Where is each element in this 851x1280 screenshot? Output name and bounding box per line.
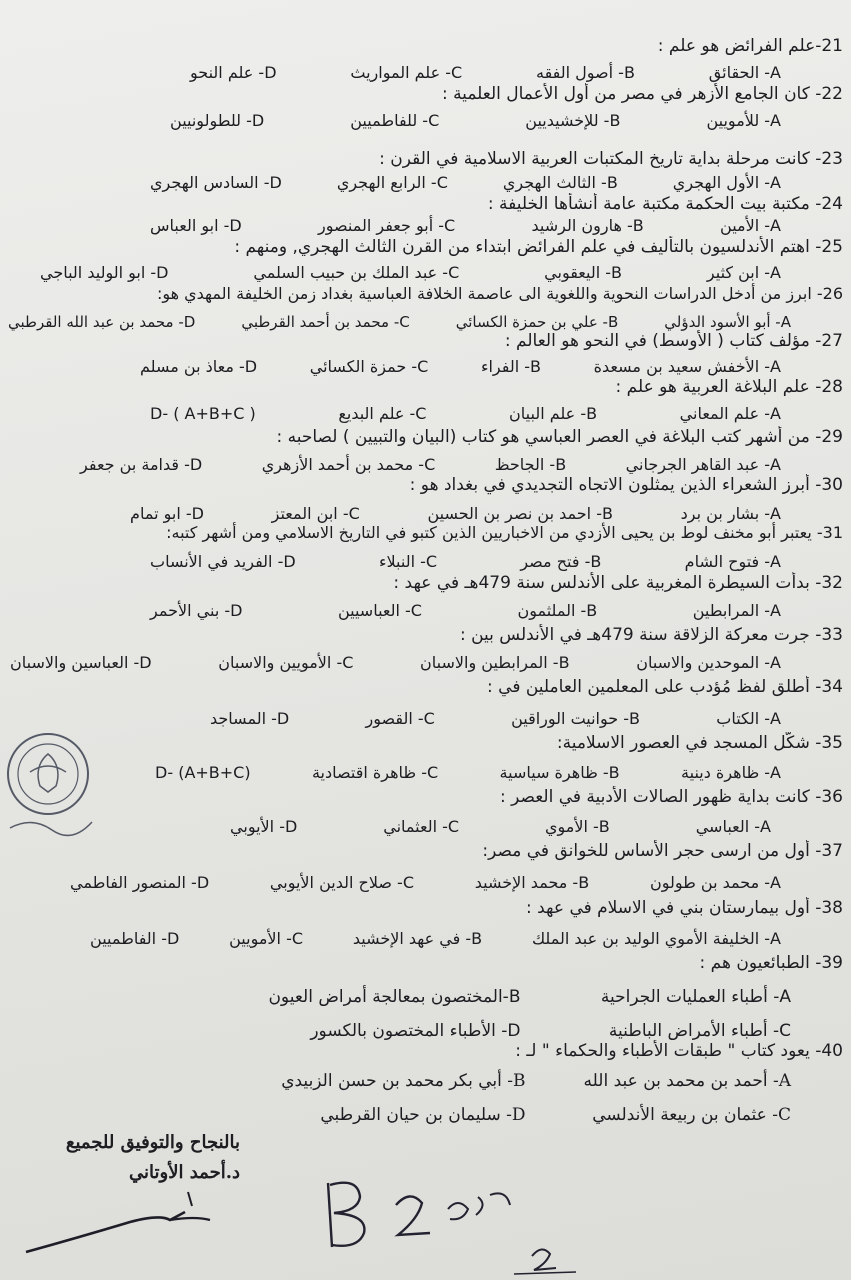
options-24	[150, 215, 781, 237]
closing-block	[40, 1128, 240, 1188]
options-36	[230, 816, 771, 838]
option-d: D- ابو الوليد الباجي	[40, 263, 169, 282]
options-34	[210, 708, 781, 730]
option-d: D- المساجد	[210, 709, 290, 728]
question-25: 25- اهتم الأندلسيون بالتأليف في علم الفرائض ابتداء من القرن الثالث الهجري, ومنهم :	[234, 237, 843, 257]
option-d: D- سليمان بن حيان القرطبي	[320, 1105, 526, 1125]
question-38: 38- أول بيمارستان بني في الاسلام في عهد :	[526, 898, 843, 918]
option-b: B- هارون الرشيد	[531, 216, 644, 235]
closing-wish: بالنجاح والتوفيق للجميع	[65, 1132, 240, 1153]
option-a: A- المرابطين	[692, 601, 781, 620]
option-c: C- العثماني	[383, 817, 460, 836]
option-c: C- ظاهرة اقتصادية	[311, 763, 439, 782]
options-33	[10, 652, 781, 674]
option-b: B- الملثمون	[517, 601, 598, 620]
option-b: B- الفراء	[480, 357, 541, 376]
option-b: B- الثالث الهجري	[502, 173, 618, 192]
option-b: B- أبي بكر محمد بن حسن الزبيدي	[281, 1071, 526, 1091]
handwritten-grade	[318, 1175, 518, 1255]
options-22	[170, 110, 781, 132]
option-d: D- معاذ بن مسلم	[140, 357, 258, 376]
options-31	[150, 551, 781, 573]
option-c: C- عبد الملك بن حبيب السلمي	[253, 263, 460, 282]
option-a: A- عبد القاهر الجرجاني	[625, 455, 781, 474]
option-c: C- الأمويين والاسبان	[218, 653, 354, 672]
option-d: D- (A+B+C)	[155, 763, 251, 782]
option-a: A- للأمويين	[706, 111, 781, 130]
option-a: A- علم المعاني	[679, 404, 781, 423]
option-b: B- فتح مصر	[520, 552, 602, 571]
options-29	[80, 454, 781, 476]
question-32: 32- بدأت السيطرة المغربية على الأندلس سنة 479هـ في عهد :	[393, 573, 843, 593]
option-b: B- احمد بن نصر بن الحسين	[427, 504, 613, 523]
option-c: C- العباسيين	[337, 601, 422, 620]
options-37	[70, 872, 781, 894]
question-35: 35- شكّل المسجد في العصور الاسلامية:	[556, 733, 843, 753]
option-c: C- الأمويين	[229, 929, 304, 948]
option-c: C- عثمان بن ربيعة الأندلسي	[592, 1105, 791, 1125]
options-21	[190, 62, 781, 84]
option-c: C- أطباء الأمراض الباطنية	[608, 1021, 791, 1041]
option-a: A- بشار بن برد	[680, 504, 781, 523]
option-c: C- أبو جعفر المنصور	[318, 216, 456, 235]
option-d: D- الأيوبي	[230, 817, 298, 836]
option-a: A- أطباء العمليات الجراحية	[600, 987, 791, 1007]
option-d: D- ابو تمام	[130, 504, 204, 523]
option-a: A- الخليفة الأموي الوليد بن عبد الملك	[531, 929, 781, 948]
option-c: C- علم المواريث	[350, 63, 463, 82]
question-26: 26- ابرز من أدخل الدراسات النحوية واللغوية الى عاصمة الخلافة العباسية بغداد زمن الخليفة المهدي هو:	[156, 284, 843, 303]
question-21: 21-علم الفرائض هو علم :	[657, 36, 843, 56]
option-b: B- الأموي	[544, 817, 610, 836]
question-29: 29- من أشهر كتب البلاغة في العصر العباسي هو كتاب (البيان والتبيين ) لصاحبه :	[276, 427, 843, 447]
options-28	[150, 403, 781, 425]
option-d: D- العباسين والاسبان	[10, 653, 152, 672]
option-b: B- علم البيان	[509, 404, 598, 423]
question-37: 37- أول من ارسى حجر الأساس للخوانق في مصر:	[482, 841, 843, 861]
question-33: 33- جرت معركة الزلاقة سنة 479هـ في الأندلس بين :	[459, 625, 843, 645]
option-d: D- ( A+B+C )	[150, 404, 256, 423]
option-a: A- الحقائق	[708, 63, 781, 82]
options-32	[150, 600, 781, 622]
option-d: D- بني الأحمر	[150, 601, 243, 620]
option-d: D- الفريد في الأنساب	[150, 552, 296, 571]
options-25	[40, 262, 781, 284]
option-b: B- للإخشيديين	[525, 111, 621, 130]
option-a: A- أبو الأسود الدؤلي	[664, 313, 791, 331]
option-a: A- الأول الهجري	[672, 173, 781, 192]
option-a: A- ظاهرة دينية	[681, 763, 781, 782]
question-39: 39- الطبائعيون هم :	[699, 953, 843, 973]
official-stamp	[2, 712, 94, 842]
option-b: B- اليعقوبي	[544, 263, 623, 282]
question-24: 24- مكتبة بيت الحكمة مكتبة عامة أنشأها الخليفة :	[487, 194, 843, 214]
option-c: C- للفاطميين	[350, 111, 440, 130]
option-d: D- السادس الهجري	[150, 173, 282, 192]
option-d: D- علم النحو	[190, 63, 277, 82]
option-a: A- الكتاب	[716, 709, 781, 728]
option-a: A- الأخفش سعيد بن مسعدة	[593, 357, 781, 376]
option-b: B-المختصون بمعالجة أمراض العيون	[268, 987, 521, 1007]
option-a: A- الأمين	[720, 216, 781, 235]
option-a: A- أحمد بن محمد بن عبد الله	[583, 1071, 791, 1091]
option-c: C- علم البديع	[338, 404, 427, 423]
option-b: B- علي بن حمزة الكسائي	[455, 313, 619, 331]
question-22: 22- كان الجامع الأزهر في مصر من أول الأعمال العلمية :	[441, 84, 843, 104]
option-b: B- الجاحظ	[494, 455, 567, 474]
closing-author: د.أحمد الأوتاني	[129, 1162, 240, 1183]
option-c: C- صلاح الدين الأيوبي	[269, 873, 414, 892]
options-40	[260, 1070, 791, 1126]
option-a: A- محمد بن طولون	[649, 873, 781, 892]
question-28: 28- علم البلاغة العربية هو علم :	[615, 377, 843, 397]
option-c: C- القصور	[365, 709, 435, 728]
option-d: D- الفاطميين	[90, 929, 180, 948]
option-d: D- قدامة بن جعفر	[80, 455, 203, 474]
option-c: C- النبلاء	[378, 552, 438, 571]
option-d: D- محمد بن عبد الله القرطبي	[8, 313, 196, 331]
options-23	[150, 172, 781, 194]
option-b: B- في عهد الإخشيد	[352, 929, 483, 948]
option-d: D- الأطباء المختصون بالكسور	[310, 1021, 521, 1041]
option-b: B- المرابطين والاسبان	[420, 653, 570, 672]
option-b: B- أصول الفقه	[535, 63, 635, 82]
question-34: 34- أطلق لفظ مُؤدب على المعلمين العاملين في :	[487, 677, 843, 697]
option-b: B- حوانيت الوراقين	[511, 709, 640, 728]
option-c: C- الرابع الهجري	[336, 173, 448, 192]
options-27	[140, 356, 781, 378]
option-a: A- العباسي	[695, 817, 771, 836]
options-38	[90, 928, 781, 950]
option-c: C- حمزة الكسائي	[309, 357, 429, 376]
question-23: 23- كانت مرحلة بداية تاريخ المكتبات العربية الاسلامية في القرن :	[379, 149, 843, 169]
question-36: 36- كانت بداية ظهور الصالات الأدبية في العصر :	[499, 787, 843, 807]
option-a: A- ابن كثير	[706, 263, 781, 282]
question-40: 40- يعود كتاب " طبقات الأطباء والحكماء " لـ :	[515, 1041, 843, 1061]
option-c: C- محمد بن أحمد القرطبي	[241, 313, 410, 331]
options-35	[155, 762, 781, 784]
option-d: D- للطولونيين	[170, 111, 265, 130]
question-27: 27- مؤلف كتاب ( الأوسط) في النحو هو العالم :	[504, 331, 843, 351]
option-a: A- فتوح الشام	[684, 552, 781, 571]
option-d: D- ابو العباس	[150, 216, 242, 235]
question-31: 31- يعتبر أبو مخنف لوط بن يحيى الأزدي من الاخباريين الذين كتبو في التاريخ الاسلامي ومن أشهر كتبه:	[166, 523, 843, 542]
option-d: D- المنصور الفاطمي	[70, 873, 210, 892]
options-39	[250, 986, 791, 1042]
question-30: 30- أبرز الشعراء الذين يمثلون الاتجاه التجديدي في بغداد هو :	[409, 475, 843, 495]
option-c: C- ابن المعتز	[271, 504, 360, 523]
handwritten-signature	[20, 1182, 230, 1262]
option-b: B- ظاهرة سياسية	[499, 763, 620, 782]
option-b: B- محمد الإخشيد	[474, 873, 590, 892]
option-c: C- محمد بن أحمد الأزهري	[261, 455, 436, 474]
page-number	[510, 1240, 580, 1276]
option-a: A- الموحدين والاسبان	[636, 653, 781, 672]
